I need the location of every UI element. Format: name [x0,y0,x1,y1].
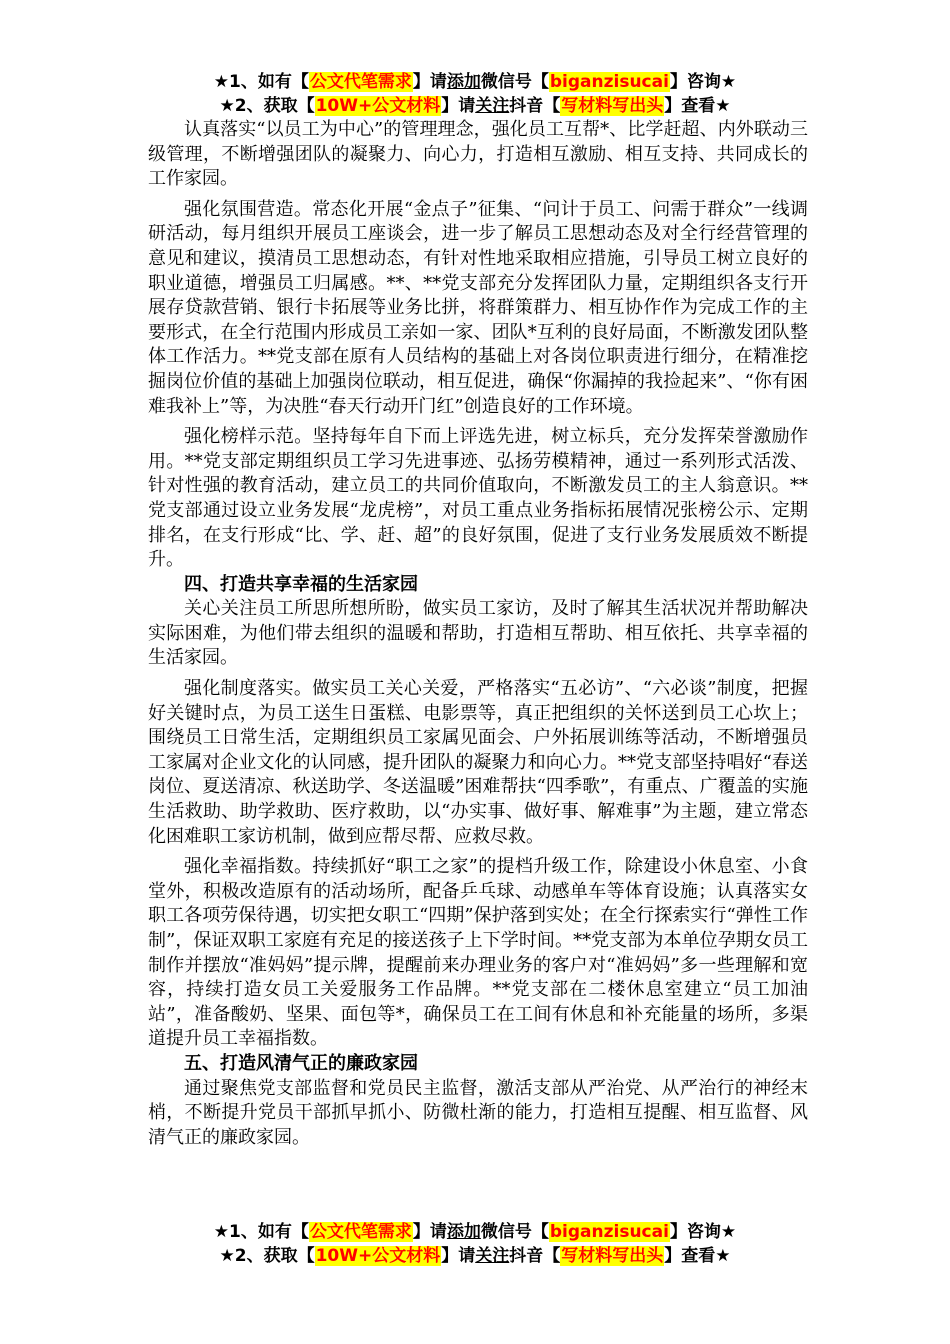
section-heading-4: 四、打造共享幸福的生活家园 [184,573,418,595]
banner-line-1: ★1、如有【公文代笔需求】请添加微信号【biganzisucai】咨询★ [213,72,737,92]
footer-highlight-wechat-id: biganzisucai [549,1222,669,1242]
highlight-douyin-account: 写材料写出头 [561,96,664,116]
footer-banner [0,1220,950,1268]
paragraph-role-models: 强化榜样示范。坚持每年自下而上评选先进，树立标兵，充分发挥荣誉激励作用。**党支部定期组织员工学习先进事迹、弘扬劳模精神，通过一系列形式活泼、针对性强的教育活动，建立员工的共同价值取向，不断激发员工的主人翁意识。**党支部通过设立业务发展“龙虎榜”，对员工重点业务指标拓展情况张榜公示、定期排名，在支行形成“比、学、赶、超”的良好氛围，促进了支行业务发展质效不断提升。 [148,426,808,571]
paragraph-happiness: 强化幸福指数。持续抓好“职工之家”的提档升级工作，除建设小休息室、小食堂外，积极改造原有的活动场所，配备乒乓球、动感单车等体育设施；认真落实女职工各项劳保待遇，切实把女职工“四期”保护落到实处；在全行探索实行“弹性工作制”，保证双职工家庭有充足的接送孩子上下学时间。**党支部为本单位孕期女员工制作并摆放“准妈妈”提示牌，提醒前来办理业务的客户对“准妈妈”多一些理解和宽容，持续打造女员工关爱服务工作品牌。**党支部在二楼休息室建立“员工加油站”，准备酸奶、坚果、面包等*，确保员工在工间有休息和补充能量的场所，多渠道提升员工幸福指数。 [148,856,808,1050]
footer-highlight-materials: 10W+公文材料 [315,1246,441,1266]
paragraph-atmosphere: 强化氛围营造。常态化开展“金点子”征集、“问计于员工、问需于群众”一线调研活动，每月组织开展员工座谈会，进一步了解员工思想动态及对全行经营管理的意见和建议，摸清员工思想动态，有针对性地采取相应措施，引导员工树立良好的职业道德，增强员工归属感。**、**党支部充分发挥团队力量，定期组织各支行开展存贷款营销、银行卡拓展等业务比拼，将群策群力、相互协作作为完成工作的主要形式，在全行范围内形成员工亲如一家、团队*互利的良好局面，不断激发团队整体工作活力。**党支部在原有人员结构的基础上对各岗位职责进行细分，在精准挖掘岗位价值的基础上加强岗位联动，相互促进，确保“你漏掉的我捡起来”、“你有困难我补上”等，为决胜“春天行动开门红”创造良好的工作环境。 [148,198,808,417]
paragraph-integrity: 通过聚焦党支部监督和党员民主监督，激活支部从严治党、从严治行的神经末梢，不断提升党员干部抓早抓小、防微杜渐的能力，打造相互提醒、相互监督、风清气正的廉政家园。 [148,1077,808,1148]
footer-line-2: ★2、获取【10W+公文材料】请关注抖音【写材料写出头】查看★ [219,1246,731,1266]
footer-highlight-douyin-account: 写材料写出头 [561,1246,664,1266]
highlight-wechat-id: biganzisucai [549,72,669,92]
paragraph-care: 关心关注员工所思所想所盼，做实员工家访，及时了解其生活状况并帮助解决实际困难，为他们带去组织的温暖和帮助，打造相互帮助、相互依托、共享幸福的生活家园。 [148,598,808,669]
header-banner [0,70,950,118]
document-body [148,118,808,1150]
banner-line-2: ★2、获取【10W+公文材料】请关注抖音【写材料写出头】查看★ [219,96,731,116]
footer-highlight-writing-service: 公文代笔需求 [309,1222,412,1242]
footer-line-1: ★1、如有【公文代笔需求】请添加微信号【biganzisucai】咨询★ [213,1222,737,1242]
section-heading-5: 五、打造风清气正的廉政家园 [184,1052,418,1074]
paragraph-system: 强化制度落实。做实员工关心关爱，严格落实“五必访”、“六必谈”制度，把握好关键时点，为员工送生日蛋糕、电影票等，真正把组织的关怀送到员工心坎上；围绕员工日常生活，定期组织员工家属见面会、户外拓展训练等活动，不断增强员工家属对企业文化的认同感，提升团队的凝聚力和向心力。**党支部坚持唱好“春送岗位、夏送清凉、秋送助学、冬送温暖”困难帮扶“四季歌”，有重点、广覆盖的实施生活救助、助学救助、医疗救助，以“办实事、做好事、解难事”为主题，建立常态化困难职工家访机制，做到应帮尽帮、应救尽救。 [148,678,808,847]
highlight-materials: 10W+公文材料 [315,96,441,116]
paragraph-intro: 认真落实“以员工为中心”的管理理念，强化员工互帮*、比学赶超、内外联动三级管理，不断增强团队的凝聚力、向心力，打造相互激励、相互支持、共同成长的工作家园。 [148,119,808,190]
highlight-writing-service: 公文代笔需求 [309,72,412,92]
